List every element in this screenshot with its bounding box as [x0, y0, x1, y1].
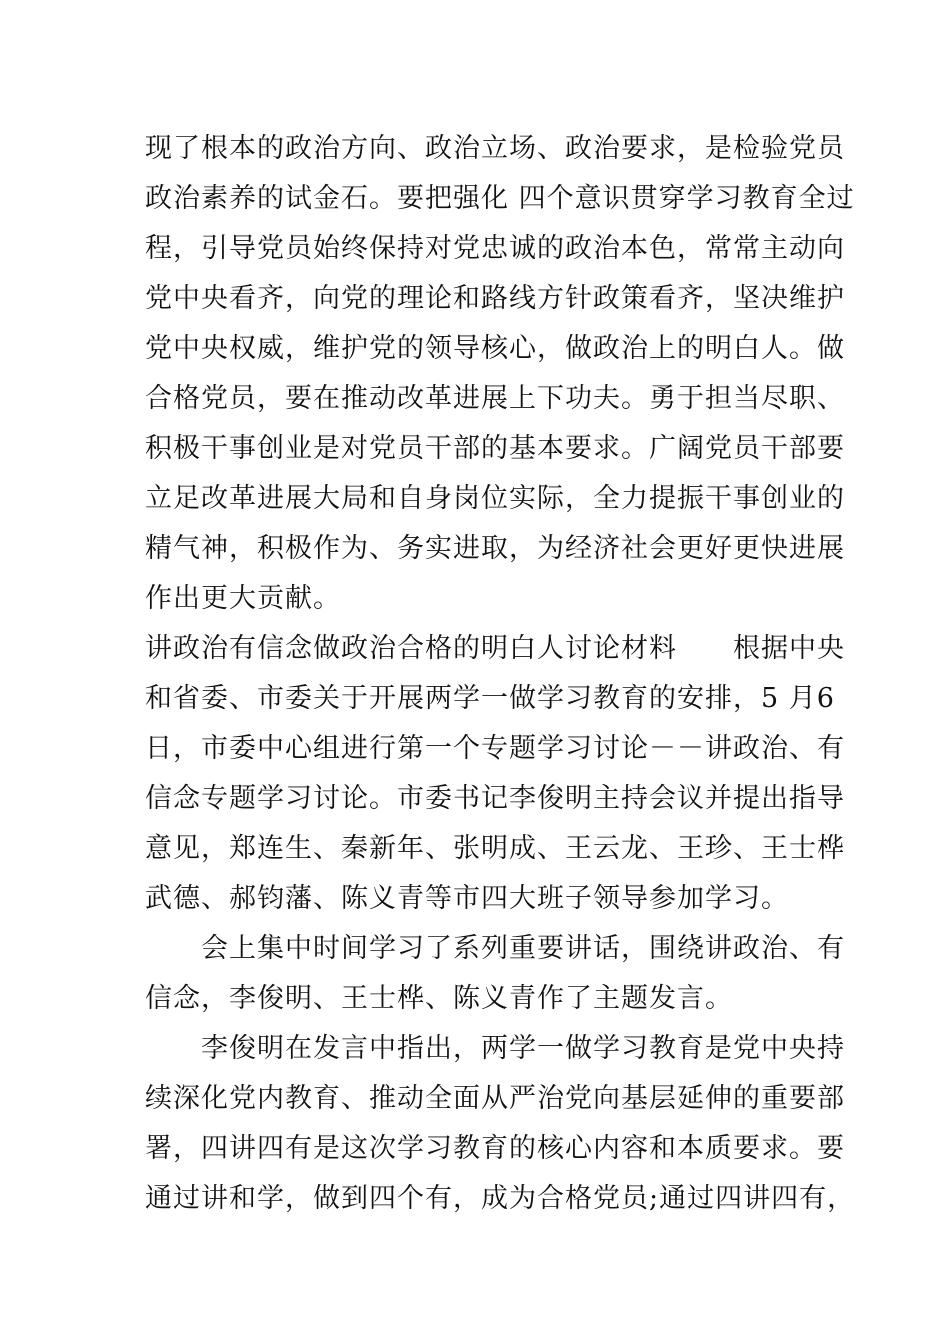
text-line: 续深化党内教育、推动全面从严治党向基层延伸的重要部: [145, 1083, 845, 1114]
text-line: 现了根本的政治方向、政治立场、政治要求，是检验党员: [145, 133, 845, 164]
text-line: 精气神，积极作为、务实进取，为经济社会更好更快进展: [145, 533, 845, 564]
text-line: 党中央权威，维护党的领导核心，做政治上的明白人。做: [145, 333, 845, 364]
text-line: 署，四讲四有是这次学习教育的核心内容和本质要求。要: [145, 1133, 845, 1164]
text-line: 政治素养的试金石。要把强化 四个意识贯穿学习教育全过: [145, 183, 855, 214]
text-line: 积极干事创业是对党员干部的基本要求。广阔党员干部要: [145, 433, 845, 464]
text-line: 和省委、市委关于开展两学一做学习教育的安排，5 月6: [145, 683, 835, 714]
text-line: 李俊明在发言中指出，两学一做学习教育是党中央持: [145, 1033, 845, 1064]
text-line: 通过讲和学，做到四个有，成为合格党员;通过四讲四有，: [145, 1183, 856, 1214]
text-line: 信念，李俊明、王士桦、陈义青作了主题发言。: [145, 983, 733, 1014]
section-heading-line: 讲政治有信念做政治合格的明白人讨论材料 根据中央: [145, 633, 845, 664]
text-line: 程，引导党员始终保持对党忠诚的政治本色，常常主动向: [145, 233, 845, 264]
text-line: 信念专题学习讨论。市委书记李俊明主持会议并提出指导: [145, 783, 845, 814]
text-line: 意见，郑连生、秦新年、张明成、王云龙、王珍、王士桦: [145, 833, 845, 864]
text-line: 立足改革进展大局和自身岗位实际，全力提振干事创业的: [145, 483, 845, 514]
text-line: 合格党员，要在推动改革进展上下功夫。勇于担当尽职、: [145, 383, 845, 414]
text-line: 武德、郝钧藩、陈义青等市四大班子领导参加学习。: [145, 883, 789, 914]
text-line: 作出更大贡献。: [145, 583, 341, 614]
text-line: 会上集中时间学习了系列重要讲话，围绕讲政治、有: [145, 933, 845, 964]
text-line: 党中央看齐，向党的理论和路线方针政策看齐，坚决维护: [145, 283, 845, 314]
text-line: 日，市委中心组进行第一个专题学习讨论－－讲政治、有: [145, 733, 845, 764]
